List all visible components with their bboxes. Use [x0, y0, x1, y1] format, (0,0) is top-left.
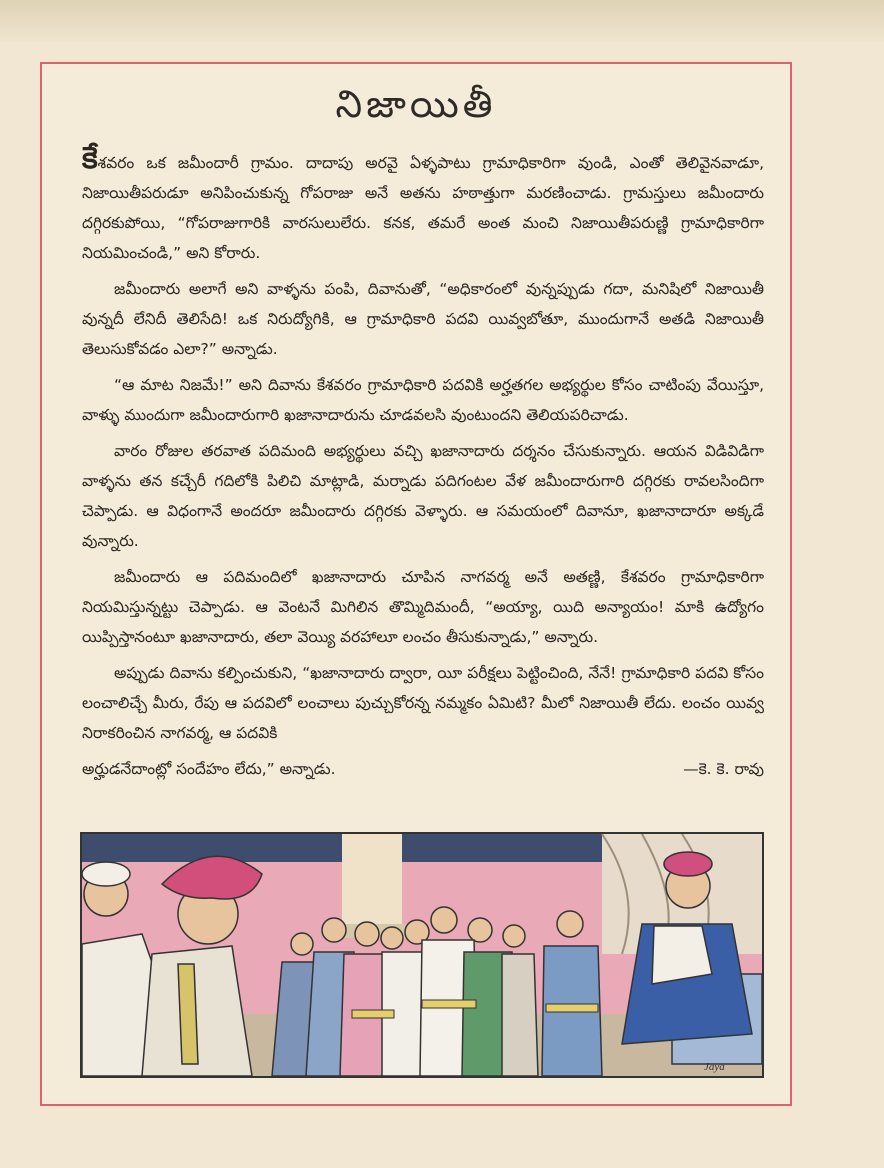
- paragraph-6-text: అప్పుడు దివాను కల్పించుకుని, “ఖజానాదారు ద్వారా, యీ పరీక్షలు పెట్టించింది, నేనే! గ్రామాధికారి పదవి కోసం లంచాలిచ్చే మీరు, రేపు ఆ పదవిలో లంచాలు పుచ్చుకోరన్న నమ్మకం ఏమిటి? మీలో నిజాయితీ లేదు. లంచం యివ్వ నిరాకరించిన నాగవర్మ, ఆ పదవికి: [82, 664, 764, 742]
- closing-line: [82, 754, 764, 784]
- artist-signature: Jaya: [704, 1061, 725, 1073]
- paragraph-5: జమీందారు ఆ పదిమందిలో ఖజానాదారు చూపిన నాగవర్మ అనే అతణ్ణి, కేశవరం గ్రామాధికారిగా నియమిస్తున్నట్టు చెప్పాడు. ఆ వెంటనే మిగిలిన తొమ్మిదిమందీ, “అయ్యా, యిది అన్యాయం! మాకి ఉద్యోగం యిప్పిస్తానంటూ ఖజానాదారు, తలా వెయ్యి వరహాలూ లంచం తీసుకున్నాడు,” అన్నారు.: [82, 568, 764, 646]
- paragraph-1-text: శవరం ఒక జమీందారీ గ్రామం. దాదాపు అరవై ఏళ్ళపాటు గ్రామాధికారిగా వుండి, ఎంతో తెలివైనవాడూ, నిజాయితీపరుడూ అనిపించుకున్న గోపరాజు అనే అతను హఠాత్తుగా మరణించాడు. గ్రామస్తులు జమీందారు దగ్గిరకుపోయి, “గోపరాజుగారికి వారసులులేరు. కనక, తమరే అంత మంచి నిజాయితీపరుణ్ణి గ్రామాధికారిగా నియమించండి,” అని కోరారు.: [82, 154, 764, 262]
- paragraph-1: [82, 141, 764, 268]
- story-frame: [40, 62, 792, 1106]
- story-illustration: [80, 832, 764, 1078]
- foreground-diwan: [82, 856, 262, 1076]
- pillar: [342, 834, 402, 934]
- drop-cap: కే: [82, 141, 98, 176]
- court-scene-illustration: [82, 834, 762, 1076]
- author-credit: —కె. కె. రావు: [683, 760, 764, 778]
- paragraph-3: “ఆ మాట నిజమే!” అని దివాను కేశవరం గ్రామాధికారి పదవికి అర్హతగల అభ్యర్థుల కోసం చాటింపు వేయిస్తూ, వాళ్ళు ముందుగా జమీందారుగారి ఖజానాదారును చూడవలసి వుంటుందని తెలియపరిచాడు.: [82, 376, 764, 424]
- story-title: నిజాయితీ: [335, 82, 497, 126]
- story-body: [82, 141, 764, 784]
- page-top-edge: [0, 0, 884, 42]
- paragraph-2: జమీందారు అలాగే అని వాళ్ళను పంపి, దివానుతో, “అధికారంలో వున్నప్పుడు గదా, మనిషిలో నిజాయితీ వున్నదీ లేనిదీ తెలిసేది! ఒక నిరుద్యోగికి, ఆ గ్రామాధికారి పదవి యివ్వబోతూ, ముందుగానే అతడి నిజాయితీ తెలుసుకోవడం ఎలా?” అన్నాడు.: [82, 280, 764, 358]
- paragraph-6: [82, 658, 764, 748]
- paragraph-6-last-line: అర్హుడనేదాంట్లో సందేహం లేదు,” అన్నాడు.: [82, 760, 336, 778]
- paragraph-4: వారం రోజుల తరవాత పదిమంది అభ్యర్థులు వచ్చి ఖజానాదారు దర్శనం చేసుకున్నారు. ఆయన విడివిడిగా వాళ్ళను తన కచ్చేరీ గదిలోకి పిలిచి మాట్లాడి, మర్నాడు పదిగంటల వేళ జమీందారుగారి దగ్గిరకు రావలసిందిగా చెప్పాడు. ఆ విధంగానే అందరూ జమీందారు దగ్గిరకు వెళ్ళారు. ఆ సమయంలో దివానూ, ఖజానాదారూ అక్కడే వున్నారు.: [82, 442, 764, 550]
